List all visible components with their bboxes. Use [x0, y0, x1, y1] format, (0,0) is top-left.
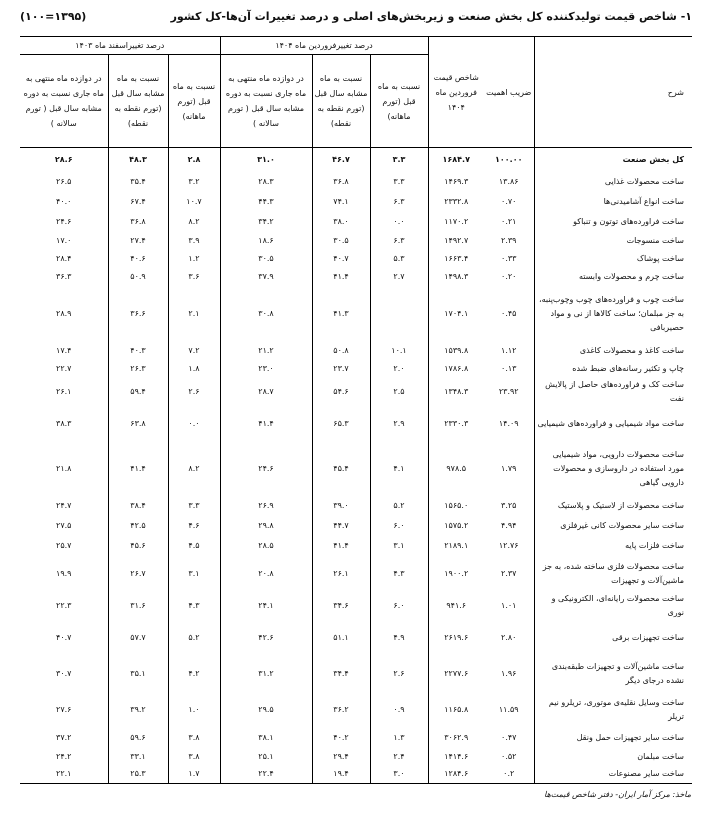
cell-name: ساخت ماشین‌آلات و تجهیزات طبقه‌بندی نشده درجای دیگر [534, 656, 692, 692]
cell-pm: ۲.۱ [168, 286, 220, 342]
cell-name: ساخت محصولات رایانه‌ای، الکترونیکی و نوری [534, 592, 692, 620]
cell-m: ۵.۲ [370, 496, 428, 516]
cell-pa: ۳۰.۷ [56, 668, 72, 678]
cell-name: ساخت فراورده‌های توتون و تنباکو [534, 212, 692, 232]
cell-pa: ۲۷.۵ [56, 520, 72, 530]
cell-m: ۳.۳ [370, 172, 428, 192]
cell-m: ۶.۰ [370, 516, 428, 536]
cell-pm: ۳.۶ [168, 268, 220, 286]
cell-m [370, 286, 428, 342]
cell-pa: ۲۶.۵ [56, 176, 72, 186]
cell-pa: ۳۸.۳ [56, 418, 72, 428]
cell-m: ۲.۰ [370, 360, 428, 378]
cell-m: ۴.۳ [370, 556, 428, 592]
header-sharh: شرح [534, 37, 692, 148]
cell-index: ۲۱۸۹.۱ [428, 536, 484, 556]
cell-weight: ۰.۴۵ [501, 308, 517, 318]
cell-pp: ۴۰.۶ [108, 250, 168, 268]
cell-name: ساخت مواد شیمیایی و فراورده‌های شیمیایی [534, 406, 692, 442]
cell-index: ۲۳۳۰.۳ [428, 406, 484, 442]
table-row [20, 212, 692, 232]
cell-a: ۳۷.۹ [220, 268, 312, 286]
cell-p: ۳۸.۰ [312, 212, 370, 232]
cell-name: ساخت محصولات دارویی، مواد شیمیایی مورد استفاده در داروسازی و محصولات دارویی گیاهی [534, 442, 692, 496]
cell-name: ساخت سایر تجهیزات حمل ونقل [534, 728, 692, 748]
cell-a: ۳۴.۲ [220, 212, 312, 232]
cell-weight: ۱۲.۷۶ [498, 540, 519, 550]
cell-p: ۲۹.۴ [312, 748, 370, 766]
cell-weight: ۰.۱۳ [501, 363, 517, 373]
header-annual-1404: در دوازده ماه منتهی به ماه جاری نسبت به دوره مشابه سال قبل ( تورم سالانه ) [220, 55, 312, 148]
cell-m: ۴.۱ [370, 442, 428, 496]
header-pointtopoint-1404: نسبت به ماه مشابه سال قبل (تورم نقطه به نقطه) [312, 55, 370, 148]
cell-name: ساخت پوشاک [534, 250, 692, 268]
cell-pm: ۲.۸ [168, 148, 220, 172]
title-bar [20, 10, 692, 28]
cell-a: ۲۳.۰ [220, 360, 312, 378]
table-row [20, 516, 692, 536]
cell-index: ۹۴۱.۶ [428, 592, 484, 620]
cell-pa: ۳۷.۲ [56, 732, 72, 742]
cell-pp: ۳۶.۸ [108, 212, 168, 232]
table-row [20, 378, 692, 406]
cell-m: ۲.۹ [370, 406, 428, 442]
cell-m: ۴.۹ [370, 620, 428, 656]
table-row [20, 442, 692, 496]
cell-a: ۲۲.۴ [220, 766, 312, 784]
cell-weight: ۴.۹۴ [501, 520, 517, 530]
cell-pm: ۳.۹ [168, 232, 220, 250]
cell-name: ساخت فلزات پایه [534, 536, 692, 556]
cell-name: ساخت تجهیزات برقی [534, 620, 692, 656]
cell-name: ساخت سایر محصولات کانی غیرفلزی [534, 516, 692, 536]
cell-pm: ۳.۲ [168, 172, 220, 192]
cell-index: ۱۴۹۸.۳ [428, 268, 484, 286]
cell-a: ۳۰.۵ [220, 250, 312, 268]
cell-name: کل بخش صنعت [534, 148, 692, 172]
cell-pp: ۲۶.۷ [108, 556, 168, 592]
cell-a: ۳۸.۱ [220, 728, 312, 748]
cell-weight: ۱.۷۹ [501, 463, 517, 473]
cell-index: ۲۲۷۷.۶ [428, 656, 484, 692]
table-row [20, 496, 692, 516]
cell-pp: ۳۹.۲ [108, 692, 168, 728]
cell-pm: ۴.۶ [168, 516, 220, 536]
cell-index: ۱۵۶۵.۰ [428, 496, 484, 516]
header-annual-1403: در دوازده ماه منتهی به ماه جاری نسبت به دوره مشابه سال قبل ( تورم سالانه ) [20, 55, 108, 148]
cell-a: ۲۸.۳ [220, 172, 312, 192]
cell-weight: ۳.۲۵ [501, 500, 517, 510]
cell-pa: ۲۱.۸ [56, 463, 72, 473]
cell-index: ۱۵۳۹.۸ [428, 342, 484, 360]
cell-index: ۲۶۱۹.۶ [428, 620, 484, 656]
cell-p: ۳۴.۴ [312, 656, 370, 692]
cell-index: ۲۳۳۲.۸ [428, 192, 484, 212]
cell-pm: ۱.۸ [168, 360, 220, 378]
cell-pp: ۵۹.۴ [108, 378, 168, 406]
cell-p: ۳۶.۲ [312, 692, 370, 728]
cell-m: ۳.۰ [370, 766, 428, 784]
cell-name: ساخت چرم و محصولات وابسته [534, 268, 692, 286]
cell-m: ۶.۳ [370, 232, 428, 250]
cell-weight: ۰.۴۷ [501, 732, 517, 742]
cell-index: ۱۲۸۴.۶ [428, 766, 484, 784]
cell-index: ۹۷۸.۵ [428, 442, 484, 496]
cell-pp: ۳۶.۶ [108, 286, 168, 342]
table-body [20, 148, 692, 784]
cell-pm: ۵.۲ [168, 620, 220, 656]
base-year-label: (۱۰۰=۱۳۹۵) [20, 10, 87, 23]
cell-p: ۴۶.۷ [312, 148, 370, 172]
cell-pa: ۲۵.۷ [56, 540, 72, 550]
cell-p: ۷۴.۱ [312, 192, 370, 212]
table-row [20, 620, 692, 656]
cell-name: ساخت مبلمان [534, 748, 692, 766]
cell-pm: ۳.۸ [168, 728, 220, 748]
cell-pp: ۶۷.۴ [108, 192, 168, 212]
cell-weight: ۲.۳۹ [501, 235, 517, 245]
cell-index: ۱۴۶۹.۳ [428, 172, 484, 192]
cell-a: ۴۴.۳ [220, 192, 312, 212]
cell-weight: ۰.۲۰ [501, 271, 517, 281]
table-row-total [20, 148, 692, 172]
cell-name: ساخت وسایل نقلیه‌ی موتوری، تریلرو نیم تریلر [534, 692, 692, 728]
table-row [20, 192, 692, 212]
cell-weight: ۱.۹۶ [501, 668, 517, 678]
cell-pp: ۴۸.۳ [108, 148, 168, 172]
cell-a: ۲۱.۲ [220, 342, 312, 360]
header-index: شاخص قیمت فروردین ماه ۱۴۰۴ [428, 37, 484, 148]
table-row [20, 656, 692, 692]
cell-name: ساخت کاغذ و محصولات کاغذی [534, 342, 692, 360]
cell-pa: ۲۲.۳ [56, 600, 72, 610]
cell-index: ۱۷۸۶.۸ [428, 360, 484, 378]
cell-pa: ۲۸.۴ [56, 253, 72, 263]
cell-a: ۱۸.۶ [220, 232, 312, 250]
cell-a: ۲۹.۵ [220, 692, 312, 728]
table-row [20, 286, 692, 342]
cell-a: ۴۲.۶ [220, 620, 312, 656]
cell-pm: ۷.۲ [168, 342, 220, 360]
table-row [20, 692, 692, 728]
header-pointtopoint-1403: نسبت به ماه مشابه سال قبل (تورم نقطه به نقطه) [108, 55, 168, 148]
cell-a: ۳۱.۲ [220, 656, 312, 692]
cell-a: ۲۴.۶ [220, 442, 312, 496]
cell-pa: ۴۰.۰ [56, 196, 72, 206]
cell-index: ۱۳۴۸.۳ [428, 378, 484, 406]
cell-weight: ۰.۲۱ [501, 216, 517, 226]
cell-pm: ۳.۳ [168, 496, 220, 516]
cell-pp: ۴۵.۶ [108, 536, 168, 556]
cell-weight: ۱۴.۰۹ [498, 418, 519, 428]
cell-m: ۲.۶ [370, 656, 428, 692]
cell-pa: ۲۲.۱ [20, 766, 108, 784]
cell-m: ۶.۰ [370, 592, 428, 620]
cell-p: ۳۰.۵ [312, 232, 370, 250]
cell-p: ۱۹.۴ [312, 766, 370, 784]
table-row [20, 342, 692, 360]
cell-a: ۲۸.۷ [220, 378, 312, 406]
cell-pa: ۱۹.۹ [56, 568, 72, 578]
cell-pm: ۱.۲ [168, 250, 220, 268]
header-group-1403: درصد تغییراسفند ماه ۱۴۰۳ [20, 37, 220, 55]
cell-index: ۱۹۰۰.۲ [428, 556, 484, 592]
table-row [20, 748, 692, 766]
cell-p: ۵۱.۱ [312, 620, 370, 656]
cell-index: ۳۰۶۲.۹ [428, 728, 484, 748]
cell-pp: ۵۰.۹ [108, 268, 168, 286]
source-note: ماخذ: مرکز آمار ایران- دفتر شاخص قیمت‌ها [544, 790, 691, 799]
cell-pa: ۲۶.۱ [56, 386, 72, 396]
cell-index: ۱۶۶۳.۴ [428, 250, 484, 268]
cell-p: ۲۶.۱ [312, 556, 370, 592]
cell-pm: ۱.۷ [168, 766, 220, 784]
cell-p: ۴۴.۷ [312, 516, 370, 536]
cell-index: ۱۵۷۵.۲ [428, 516, 484, 536]
cell-weight: ۲.۳۷ [501, 568, 517, 578]
cell-pp: ۲۷.۴ [108, 232, 168, 250]
cell-pp: ۳۳.۱ [108, 748, 168, 766]
cell-pp: ۶۳.۸ [108, 406, 168, 442]
cell-name: ساخت انواع آشامیدنی‌ها [534, 192, 692, 212]
cell-p: ۳۹.۰ [312, 496, 370, 516]
table-row [20, 268, 692, 286]
cell-weight: ۰.۲ [484, 766, 534, 784]
cell-pp: ۲۶.۳ [108, 360, 168, 378]
cell-weight: ۰.۵۲ [501, 751, 517, 761]
cell-pa: ۲۸.۶ [54, 154, 73, 164]
cell-pa: ۴۰.۷ [56, 632, 72, 642]
table-row [20, 766, 692, 784]
cell-pp: ۵۷.۷ [108, 620, 168, 656]
cell-pm: ۸.۲ [168, 212, 220, 232]
cell-m: ۰.۰ [370, 212, 428, 232]
table-row [20, 360, 692, 378]
cell-p: ۴۰.۲ [312, 728, 370, 748]
cell-pp: ۳۸.۴ [108, 496, 168, 516]
cell-pm: ۳.۸ [168, 748, 220, 766]
cell-a: ۲۴.۱ [220, 592, 312, 620]
cell-name: ساخت محصولات از لاستیک و پلاستیک [534, 496, 692, 516]
cell-name: ساخت محصولات فلزی ساخته شده، به جز ماشین‌آلات و تجهیزات [534, 556, 692, 592]
cell-pm: ۴.۵ [168, 536, 220, 556]
cell-index: ۱۶۸۴.۷ [428, 148, 484, 172]
cell-a: ۳۱.۰ [220, 148, 312, 172]
cell-m: ۵.۳ [370, 250, 428, 268]
cell-pm: ۴.۲ [168, 656, 220, 692]
cell-a: ۳۰.۸ [220, 286, 312, 342]
cell-pa: ۲۴.۶ [56, 216, 72, 226]
header-group-1404: درصد تغییرفروردین ماه ۱۴۰۴ [220, 37, 428, 55]
cell-pm: ۱.۰ [168, 692, 220, 728]
cell-p: ۴۵.۴ [312, 442, 370, 496]
ppi-table [20, 36, 692, 784]
cell-p: ۴۱.۴ [312, 268, 370, 286]
cell-p: ۴۰.۷ [312, 250, 370, 268]
cell-weight: ۰.۷۰ [501, 196, 517, 206]
cell-pm: ۰.۰ [168, 406, 220, 442]
cell-pa: ۱۷.۰ [56, 235, 72, 245]
header-weight: ضریب اهمیت [484, 37, 534, 148]
table-row [20, 232, 692, 250]
cell-weight: ۱۰۰.۰۰ [495, 154, 523, 164]
cell-p: ۴۱.۴ [312, 536, 370, 556]
cell-pp: ۴۰.۳ [108, 342, 168, 360]
cell-pp: ۳۵.۱ [108, 656, 168, 692]
cell-pp: ۲۵.۳ [108, 766, 168, 784]
cell-name: ساخت محصولات غذایی [534, 172, 692, 192]
cell-name: ساخت چوب و فراورده‌های چوب وچوب‌پنبه، به جز مبلمان؛ ساخت کالاها از نی و مواد حصیربافی [534, 286, 692, 342]
cell-index: ۱۱۶۵.۸ [428, 692, 484, 728]
table-row [20, 536, 692, 556]
cell-index: ۱۷۰۴.۱ [428, 286, 484, 342]
cell-m: ۳.۳ [370, 148, 428, 172]
cell-a: ۴۱.۴ [220, 406, 312, 442]
cell-m: ۲.۴ [370, 748, 428, 766]
cell-pa: ۲۴.۲ [56, 751, 72, 761]
table-title: ۱- شاخص قیمت تولیدکننده کل بخش صنعت و زیربخش‌های اصلی و درصد تغییرات آن‌ها-کل کشور [170, 10, 692, 23]
table-row [20, 406, 692, 442]
cell-m: ۱۰.۱ [370, 342, 428, 360]
cell-weight: ۲۳.۹۲ [498, 386, 519, 396]
table-row [20, 250, 692, 268]
cell-pm: ۳.۱ [168, 556, 220, 592]
cell-weight: ۲.۸۰ [501, 632, 517, 642]
cell-m: ۱.۳ [370, 728, 428, 748]
cell-p: ۳۶.۸ [312, 172, 370, 192]
cell-p: ۲۳.۷ [312, 360, 370, 378]
cell-pp: ۴۱.۴ [108, 442, 168, 496]
cell-index: ۱۴۹۲.۷ [428, 232, 484, 250]
cell-index: ۱۴۱۴.۶ [428, 748, 484, 766]
cell-pa: ۲۲.۷ [56, 363, 72, 373]
cell-a: ۲۹.۸ [220, 516, 312, 536]
cell-pp: ۳۱.۶ [108, 592, 168, 620]
cell-weight: ۱.۱۲ [501, 345, 517, 355]
cell-pp: ۵۹.۶ [108, 728, 168, 748]
cell-index: ۱۱۷۰.۲ [428, 212, 484, 232]
header-monthly-1404: نسبت به ماه قبل (تورم ماهانه) [370, 55, 428, 148]
cell-weight: ۱۱.۵۹ [498, 704, 519, 714]
cell-m: ۳.۱ [370, 536, 428, 556]
cell-a: ۲۸.۵ [220, 536, 312, 556]
cell-weight: ۱۳.۸۶ [498, 176, 519, 186]
cell-a: ۲۶.۹ [220, 496, 312, 516]
cell-pa: ۲۴.۷ [56, 500, 72, 510]
cell-pp: ۴۲.۵ [108, 516, 168, 536]
cell-pa: ۳۶.۳ [56, 271, 72, 281]
cell-weight: ۱.۰۱ [501, 600, 517, 610]
cell-weight: ۰.۳۳ [501, 253, 517, 263]
cell-pa: ۲۷.۶ [56, 704, 72, 714]
table-row [20, 728, 692, 748]
cell-pm: ۴.۳ [168, 592, 220, 620]
table-row [20, 172, 692, 192]
cell-m: ۲.۵ [370, 378, 428, 406]
cell-pm: ۲.۶ [168, 378, 220, 406]
cell-pa: ۱۷.۴ [56, 345, 72, 355]
cell-pp: ۳۵.۴ [108, 172, 168, 192]
table-row [20, 556, 692, 592]
cell-name: ساخت کک و فراورده‌های حاصل از پالایش نفت [534, 378, 692, 406]
cell-name: ساخت سایر مصنوعات [534, 766, 692, 784]
cell-m: ۶.۳ [370, 192, 428, 212]
cell-m: ۰.۹ [370, 692, 428, 728]
cell-pa: ۲۸.۹ [56, 308, 72, 318]
cell-p: ۴۱.۳ [312, 286, 370, 342]
cell-pm: ۱۰.۷ [168, 192, 220, 212]
cell-m: ۲.۷ [370, 268, 428, 286]
cell-p: ۶۵.۳ [312, 406, 370, 442]
cell-a: ۲۰.۸ [220, 556, 312, 592]
cell-name: چاپ و تکثیر رسانه‌های ضبط شده [534, 360, 692, 378]
cell-p: ۵۰.۸ [312, 342, 370, 360]
cell-p: ۳۴.۶ [312, 592, 370, 620]
table-row [20, 592, 692, 620]
header-monthly-1403: نسبت به ماه قبل (تورم ماهانه) [168, 55, 220, 148]
cell-pm: ۸.۲ [168, 442, 220, 496]
cell-name: ساخت منسوجات [534, 232, 692, 250]
cell-p: ۵۴.۶ [312, 378, 370, 406]
header-group-row [20, 37, 692, 55]
cell-a: ۲۵.۱ [220, 748, 312, 766]
